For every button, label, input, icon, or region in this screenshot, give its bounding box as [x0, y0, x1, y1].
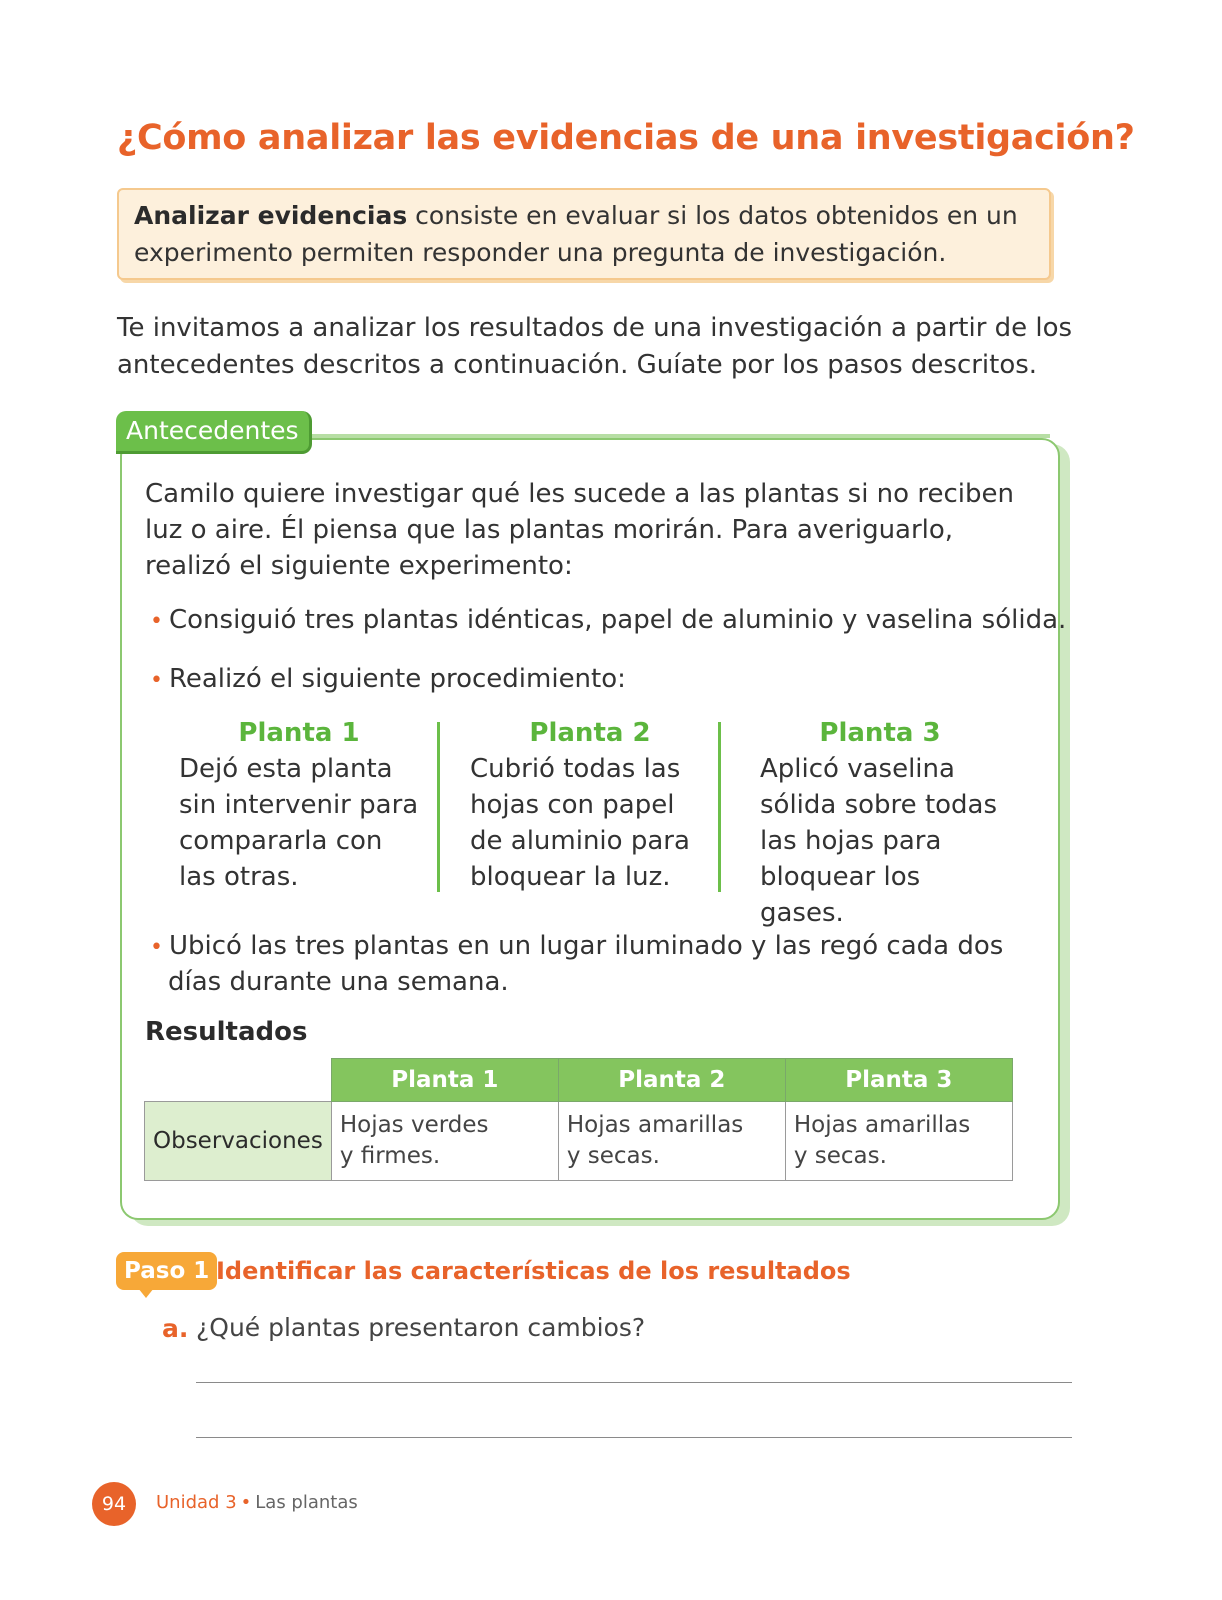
plant-heading: Planta 3 [819, 718, 941, 748]
answer-line[interactable] [196, 1382, 1072, 1383]
footer-separator: • [240, 1492, 252, 1513]
cell-line: Hojas verdes [339, 1112, 489, 1138]
plant-line: las otras. [179, 862, 299, 892]
plant-line: Dejó esta planta [179, 754, 393, 784]
table-row [145, 1102, 1013, 1181]
plant-line: compararla con [179, 826, 383, 856]
answer-line[interactable] [196, 1437, 1072, 1438]
table-cell [558, 1102, 785, 1181]
bullet-dot-icon: • [150, 668, 163, 693]
table-header: Planta 1 [331, 1059, 558, 1102]
cell-line: y firmes. [339, 1143, 441, 1169]
cell-line: y secas. [566, 1143, 660, 1169]
plant-line: Cubrió todas las [470, 754, 681, 784]
antecedentes-paragraph: Camilo quiere investigar qué les sucede a las plantas si no reciben luz o aire. Él piensa que las plantas morirán. Para averiguarlo, realizó el siguiente experimento: [145, 479, 1014, 581]
plant-line: sin intervenir para [179, 790, 419, 820]
antecedentes-tab: Antecedentes [116, 411, 312, 454]
footer-unit: Unidad 3 [156, 1492, 237, 1513]
bullet-text: Ubicó las tres plantas en un lugar iluminado y las regó cada dos días durante una semana. [168, 931, 1004, 997]
definition-term: Analizar evidencias [134, 201, 408, 230]
bullet-materials [150, 602, 1066, 640]
step-tag: Paso 1 [116, 1252, 217, 1290]
plant-line: Aplicó vaselina [760, 754, 955, 784]
page-title: ¿Cómo analizar las evidencias de una investigación? [117, 118, 1135, 158]
plant-procedure-3 [760, 715, 1000, 931]
plant-heading: Planta 2 [529, 718, 651, 748]
column-divider [718, 722, 721, 892]
bullet-dot-icon: • [150, 935, 163, 960]
plant-line: de aluminio para [470, 826, 690, 856]
results-table [144, 1058, 1013, 1181]
bullet-procedure [150, 661, 626, 699]
bullet-placement [150, 929, 1048, 1000]
definition-body: consiste en evaluar si los datos obtenidos en un experimento permiten responder una pregunta de investigación. [134, 201, 1018, 267]
plant-procedure-2 [470, 715, 710, 895]
table-cell [331, 1102, 558, 1181]
bullet-dot-icon: • [150, 609, 163, 634]
definition-text [134, 197, 1034, 271]
page-number: 94 [92, 1482, 136, 1526]
cell-line: Hojas amarillas [793, 1112, 971, 1138]
plant-procedure-1 [179, 715, 419, 895]
plant-line: hojas con papel [470, 790, 675, 820]
bullet-text: Realizó el siguiente procedimiento: [168, 664, 626, 694]
footer-breadcrumb [156, 1492, 358, 1513]
plant-heading: Planta 1 [238, 718, 360, 748]
plant-line: sólida sobre todas [760, 790, 998, 820]
table-header: Planta 3 [785, 1059, 1012, 1102]
table-cell [785, 1102, 1012, 1181]
table-header-row [145, 1059, 1013, 1102]
cell-line: Hojas amarillas [566, 1112, 744, 1138]
step-tag-pointer-icon [138, 1288, 154, 1298]
intro-paragraph: Te invitamos a analizar los resultados de una investigación a partir de los antecedentes descritos a continuación. Guíate por los pasos descritos. [117, 313, 1073, 380]
question-text: ¿Qué plantas presentaron cambios? [196, 1313, 646, 1342]
step-title: Identificar las características de los resultados [216, 1257, 851, 1285]
table-corner [145, 1059, 332, 1102]
footer-topic: Las plantas [255, 1492, 358, 1513]
cell-line: y secas. [793, 1143, 887, 1169]
bullet-text: Consiguió tres plantas idénticas, papel de aluminio y vaselina sólida. [168, 605, 1067, 635]
column-divider [437, 722, 440, 892]
question-letter: a. [162, 1314, 189, 1343]
antecedentes-top-line [290, 434, 1050, 438]
results-title: Resultados [145, 1017, 308, 1047]
plant-line: las hojas para [760, 826, 942, 856]
table-row-label: Observaciones [145, 1102, 332, 1181]
plant-line: bloquear la luz. [470, 862, 671, 892]
plant-line: bloquear los gases. [760, 862, 921, 928]
table-header: Planta 2 [558, 1059, 785, 1102]
